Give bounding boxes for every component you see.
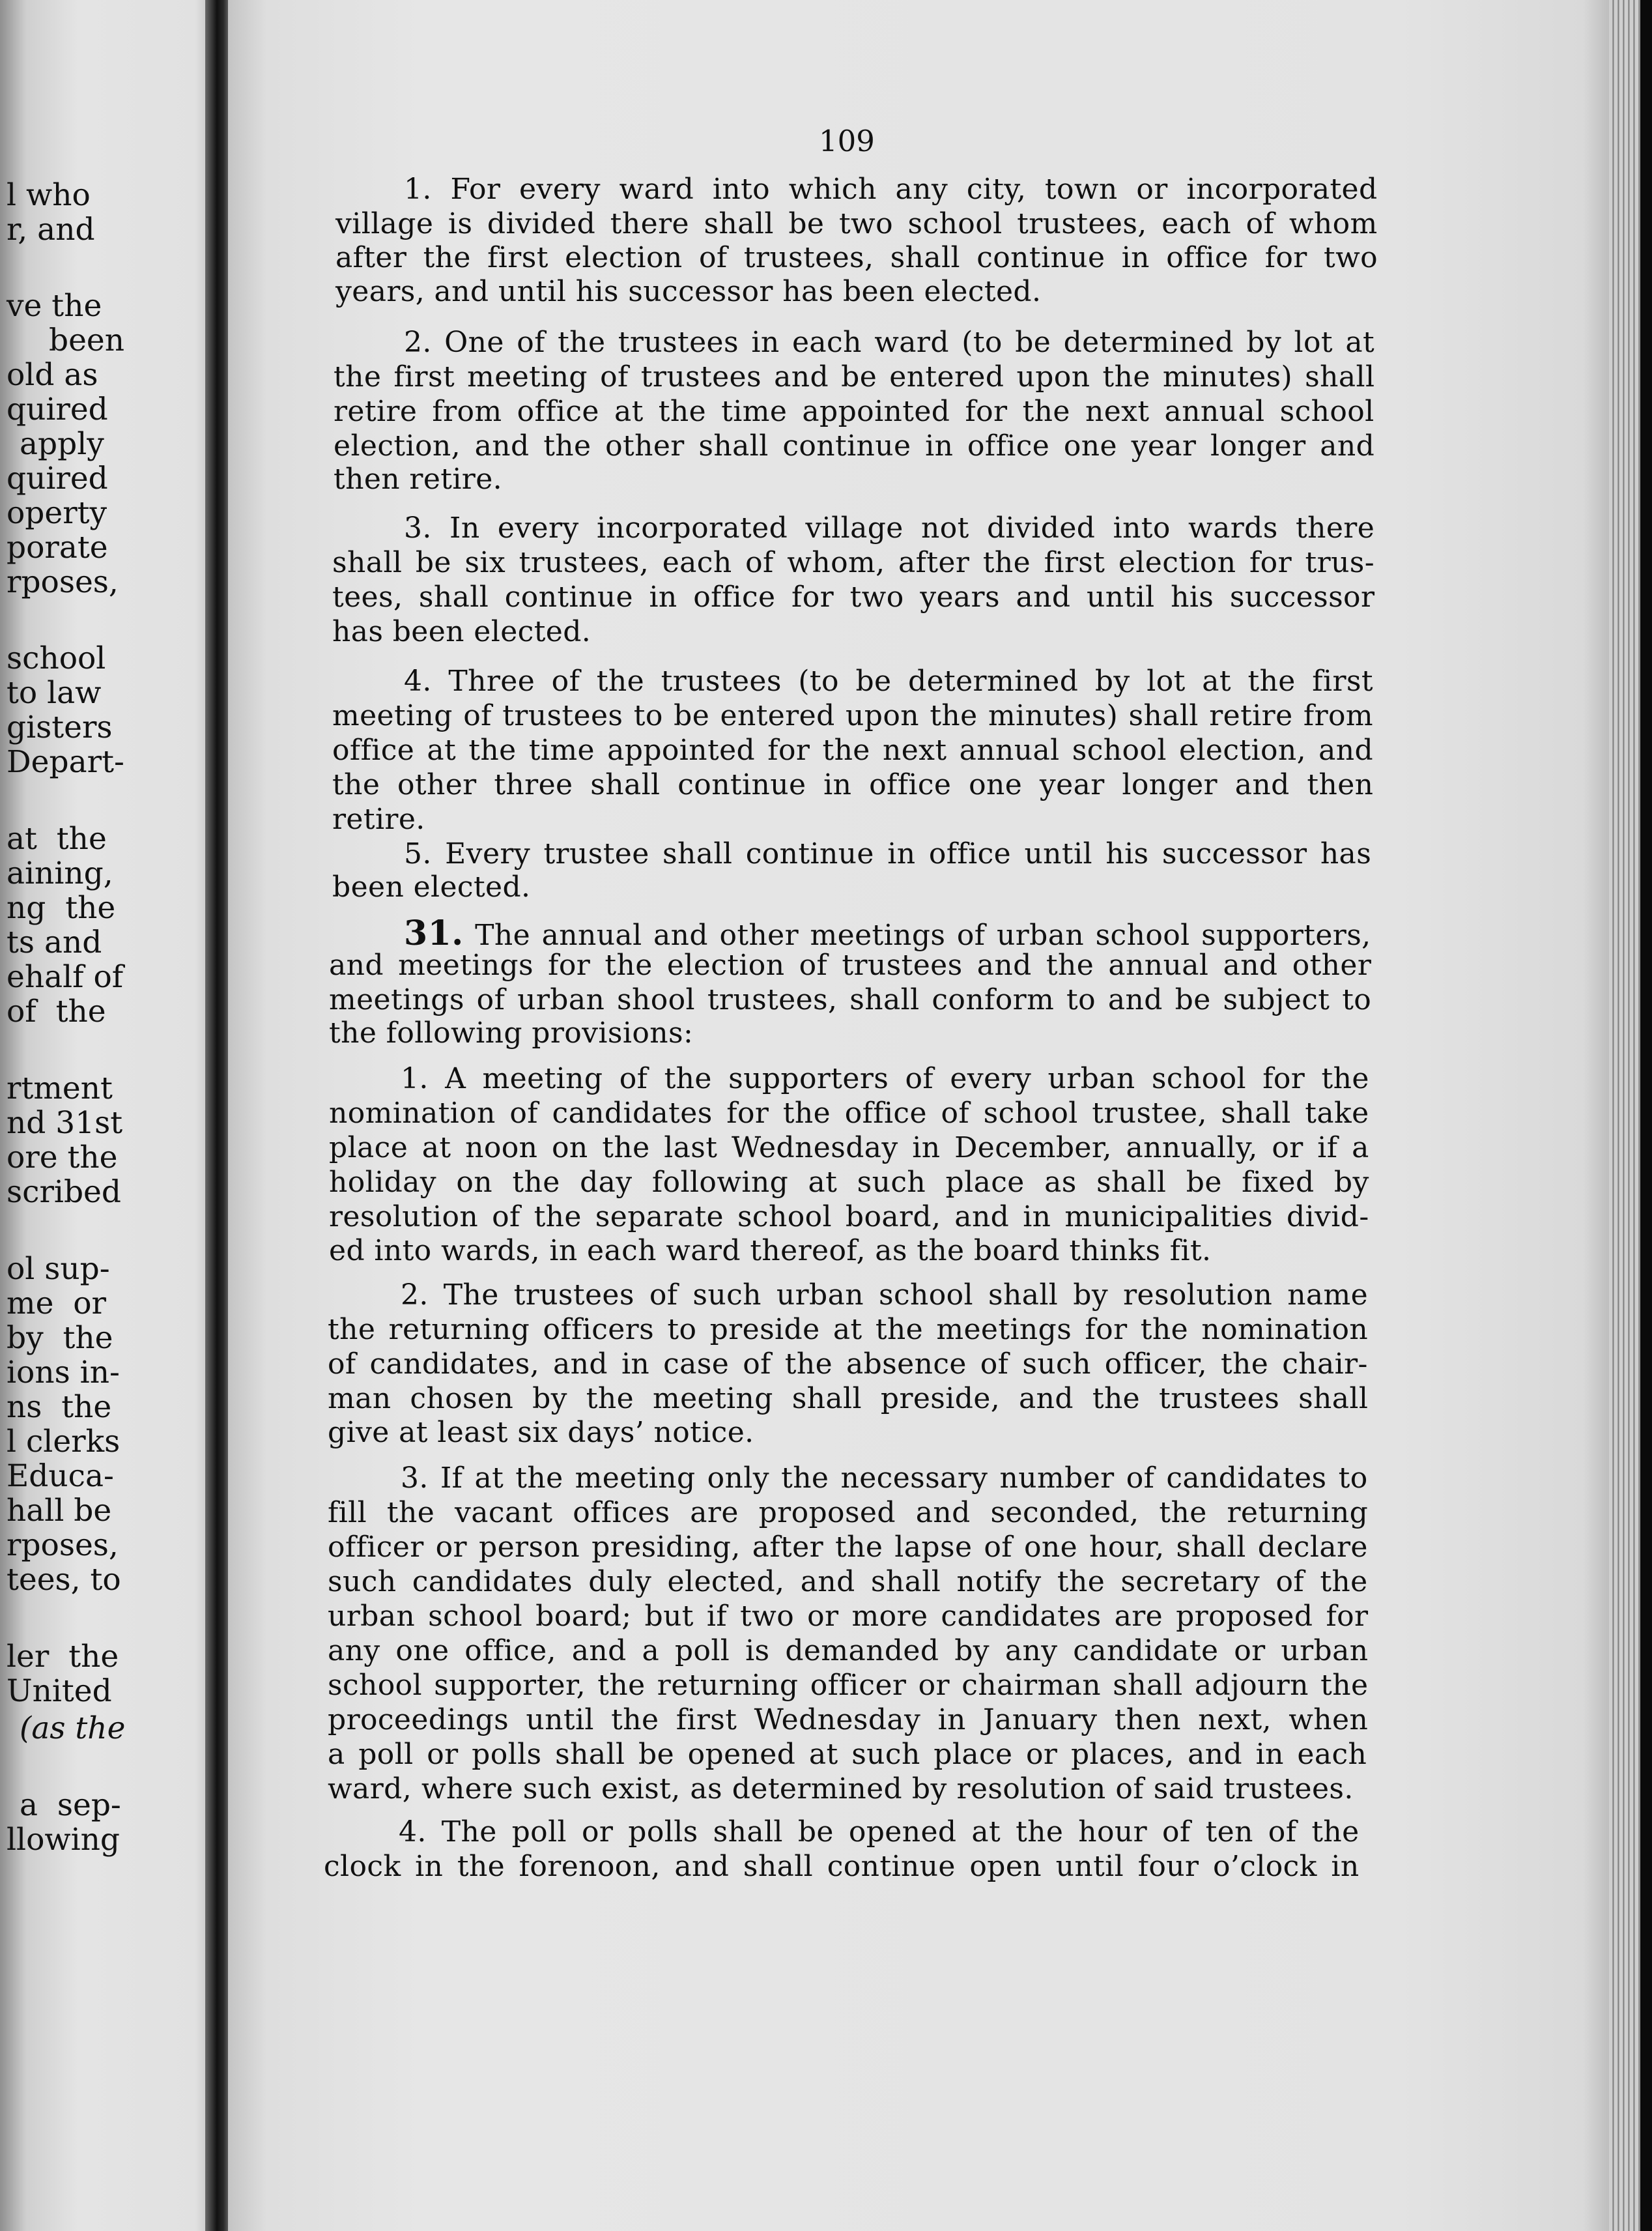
text-line-content: meetings of urban shool trustees, shall conform to and be subject to [329, 983, 1372, 1016]
text-line-content: The annual and other meetings of urban school supporters, [463, 919, 1371, 952]
text-line-content: resolution of the separate school board, and in municipalities divid- [329, 1200, 1369, 1233]
text-line-content: urban school board; but if two or more candidates are proposed for [328, 1600, 1369, 1633]
left-margin-line: old as [7, 357, 98, 393]
left-margin-line: nd 31st [7, 1105, 123, 1141]
left-margin-line: l clerks [7, 1424, 121, 1460]
text-line-content: officer or person presiding, after the lapse of one hour, shall declare [328, 1531, 1368, 1564]
left-margin-line: rposes, [7, 1527, 119, 1563]
left-margin-line: quired [7, 461, 108, 497]
text-line-content: retire from office at the time appointed for the next annual school [334, 395, 1374, 428]
text-line-content: the returning officers to preside at the meetings for the nomination [328, 1313, 1369, 1346]
text-line-content: nomination of candidates for the office of school trustee, shall take [329, 1097, 1369, 1130]
left-margin-line: porate [7, 530, 108, 566]
text-line-content: 4. Three of the trustees (to be determined by lot at the first [404, 665, 1373, 698]
left-margin-line: of the [7, 994, 106, 1029]
text-line-content: shall be six trustees, each of whom, after the first election for trus- [332, 546, 1375, 579]
text-line-content: years, and until his successor has been elected. [335, 275, 1042, 308]
left-margin-line: been [49, 323, 124, 358]
text-line-content: tees, shall continue in office for two years and until his successor [332, 581, 1375, 614]
left-margin-line: r, and [7, 212, 95, 248]
text-line-content: clock in the forenoon, and shall continue open until four o’clock in [324, 1850, 1360, 1883]
text-line-content: the following provisions: [329, 1016, 694, 1050]
left-margin-line: scribed [7, 1174, 121, 1210]
text-line-content: give at least six days’ notice. [328, 1416, 754, 1449]
left-margin-line: United [7, 1673, 112, 1709]
left-margin-line: ehalf of [7, 959, 124, 995]
text-line-content: 2. One of the trustees in each ward (to be determined by lot at [404, 326, 1375, 359]
page-edges [1609, 0, 1652, 2231]
text-line-content: and meetings for the election of trustees and the annual and other [329, 949, 1372, 982]
section-number: 31. [404, 914, 464, 953]
text-line-content: a poll or polls shall be opened at such place or places, and in each [328, 1738, 1367, 1771]
text-line-content: been elected. [332, 871, 531, 904]
text-line-content: 2. The trustees of such urban school shall by resolution name [401, 1278, 1369, 1312]
left-margin-line: hall be [7, 1493, 112, 1529]
left-margin-line: apply [20, 426, 104, 462]
left-margin-line: ler the [7, 1639, 119, 1675]
text-line-content: the other three shall continue in office one year longer and then [332, 768, 1374, 801]
text-line-content: any one office, and a poll is demanded by any candidate or urban [328, 1634, 1369, 1667]
text-line-content: such candidates duly elected, and shall notify the secretary of the [328, 1565, 1368, 1598]
text-line-content: has been elected. [332, 615, 591, 648]
left-margin-line: a sep- [20, 1787, 121, 1823]
left-margin-line: me or [7, 1286, 107, 1321]
text-line-content: place at noon on the last Wednesday in December, annually, or if a [329, 1131, 1369, 1164]
text-line-content: retire. [332, 803, 425, 836]
left-margin-line: Educa- [7, 1458, 114, 1494]
text-line-content: office at the time appointed for the next annual school election, and [332, 734, 1374, 767]
left-margin-line: to law [7, 675, 102, 711]
text-line-content: holiday on the day following at such place as shall be fixed by [329, 1166, 1369, 1199]
left-margin-line: by the [7, 1320, 113, 1356]
left-margin-line: ts and [7, 925, 102, 960]
left-margin-line: aining, [7, 856, 113, 891]
left-margin-line: gisters [7, 710, 113, 745]
left-margin-line: Depart- [7, 744, 124, 780]
text-line-content: then retire. [334, 463, 503, 496]
text-line-content: meeting of trustees to be entered upon the minutes) shall retire from [332, 699, 1374, 732]
text-line-content: the first meeting of trustees and be entered upon the minutes) shall [334, 360, 1375, 394]
left-margin-line: ore the [7, 1140, 118, 1175]
text-line-content: proceedings until the first Wednesday in January then next, when [328, 1703, 1369, 1736]
left-margin-line: l who [7, 177, 91, 213]
text-line-content: election, and the other shall continue in office one year longer and [334, 429, 1375, 463]
left-margin-line: ng the [7, 890, 116, 926]
text-line-content: 1. For every ward into which any city, town or incorporated [404, 173, 1378, 206]
left-margin-line: rposes, [7, 564, 119, 600]
text-line-content: of candidates, and in case of the absence of such officer, the chair- [328, 1347, 1368, 1381]
left-margin-line: school [7, 641, 106, 676]
page-number: 109 [819, 124, 875, 158]
text-line-content: fill the vacant offices are proposed and seconded, the returning [328, 1496, 1369, 1529]
text-line-content: ed into wards, in each ward thereof, as the board thinks fit. [329, 1234, 1212, 1267]
text-line-content: village is divided there shall be two school trustees, each of whom [335, 207, 1378, 240]
text-line-content: man chosen by the meeting shall preside, and the trustees shall [328, 1382, 1369, 1415]
left-margin-line: tees, to [7, 1562, 121, 1598]
left-margin-line: ol sup- [7, 1251, 110, 1287]
left-margin-line: (as the [20, 1710, 126, 1746]
text-line-content: 5. Every trustee shall continue in office until his successor has [404, 837, 1372, 871]
text-line-content: 1. A meeting of the supporters of every urban school for the [401, 1062, 1369, 1095]
left-margin-line: ions in- [7, 1355, 120, 1390]
left-margin-line: operty [7, 495, 107, 531]
text-line-content: 3. In every incorporated village not divided into wards there [404, 511, 1375, 545]
left-margin-line: ns the [7, 1389, 112, 1425]
left-margin-line: quired [7, 392, 108, 427]
text-line-content: 3. If at the meeting only the necessary number of candidates to [401, 1461, 1368, 1495]
left-margin-line: at the [7, 821, 107, 857]
text-line-content: after the first election of trustees, shall continue in office for two [335, 241, 1378, 274]
left-margin-line: ve the [7, 288, 102, 324]
text-line-content: 4. The poll or polls shall be opened at the hour of ten of the [399, 1815, 1360, 1849]
text-line-content: ward, where such exist, as determined by resolution of said trustees. [328, 1772, 1354, 1806]
book-gutter [205, 0, 231, 2231]
text-line-content: school supporter, the returning officer or chairman shall adjourn the [328, 1669, 1369, 1702]
left-margin-line: rtment [7, 1071, 113, 1106]
left-margin-line: llowing [7, 1822, 120, 1858]
